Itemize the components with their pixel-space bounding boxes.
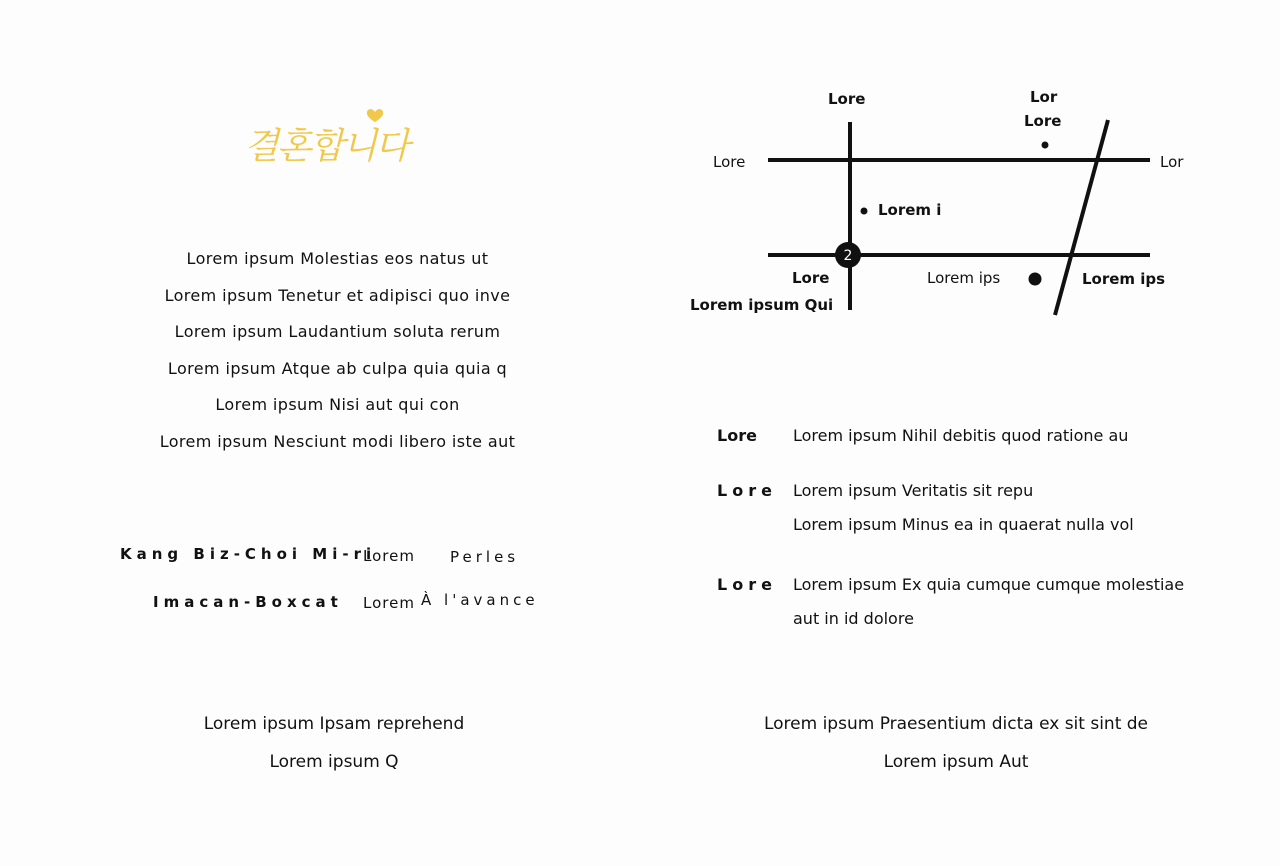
groom-suffix: Perles <box>450 548 520 566</box>
info-line: Lorem ipsum Nihil debitis quod ratione au <box>793 426 1129 445</box>
footer-line: Lorem ipsum Aut <box>883 751 1029 772</box>
intro-line: Lorem ipsum Nisi aut qui con <box>215 395 460 415</box>
footer-line: Lorem ipsum Ipsam reprehend <box>203 714 465 734</box>
map-label-venue: Lorem ips <box>927 269 1001 287</box>
intro-line: Lorem ipsum Tenetur et adipisci quo inve <box>164 285 511 305</box>
location-map <box>680 80 1200 330</box>
intro-text <box>110 246 565 466</box>
map-label-bottom-left: Lorem ipsum Qui <box>690 296 834 314</box>
bride-suffix: À l'avance <box>421 591 539 609</box>
map-label-right-bottom: Lorem ips <box>1082 270 1166 288</box>
footer-line: Lorem ipsum Praesentium dicta ex sit sint de <box>763 714 1149 734</box>
intro-line: Lorem ipsum Laudantium soluta rerum <box>174 322 501 342</box>
intro-line: Lorem ipsum Atque ab culpa quia quia q <box>167 358 508 378</box>
junction-number: 2 <box>843 248 853 264</box>
info-label: Lore <box>717 575 777 594</box>
map-label-top-vertical: Lore <box>828 90 866 108</box>
info-line: Lorem ipsum Veritatis sit repu <box>793 481 1034 500</box>
map-label-below-junction: Lore <box>792 269 830 287</box>
wedding-logo <box>240 104 435 176</box>
footer-left <box>134 711 534 786</box>
poi-dot-top <box>1042 142 1049 149</box>
info-line: Lorem ipsum Ex quia cumque cumque molestiae <box>793 575 1185 594</box>
intro-line: Lorem ipsum Nesciunt modi libero iste aut <box>159 431 516 451</box>
bride-name: Imacan-Boxcat <box>153 593 343 611</box>
map-label-top-right-2: Lore <box>1024 112 1062 130</box>
map-label-top-right-1: Lor <box>1030 88 1058 106</box>
poi-dot-middle <box>861 208 868 215</box>
groom-label: Lorem <box>363 547 415 565</box>
map-label-poi-middle: Lorem i <box>878 201 942 219</box>
footer-line: Lorem ipsum Q <box>269 751 399 772</box>
info-line: aut in id dolore <box>793 609 914 628</box>
bride-label: Lorem <box>363 594 415 612</box>
info-label: Lore <box>717 481 777 500</box>
venue-marker <box>1029 273 1042 286</box>
groom-name: Kang Biz-Choi Mi-ri <box>120 545 377 563</box>
footer-right <box>716 711 1196 786</box>
info-label: Lore <box>717 426 757 445</box>
logo-text: 결혼합니다 <box>244 126 408 167</box>
intro-line: Lorem ipsum Molestias eos natus ut <box>186 249 489 268</box>
map-label-right-road: Lor <box>1160 153 1184 171</box>
info-line: Lorem ipsum Minus ea in quaerat nulla vol <box>793 515 1134 534</box>
map-label-left-road: Lore <box>713 153 746 171</box>
